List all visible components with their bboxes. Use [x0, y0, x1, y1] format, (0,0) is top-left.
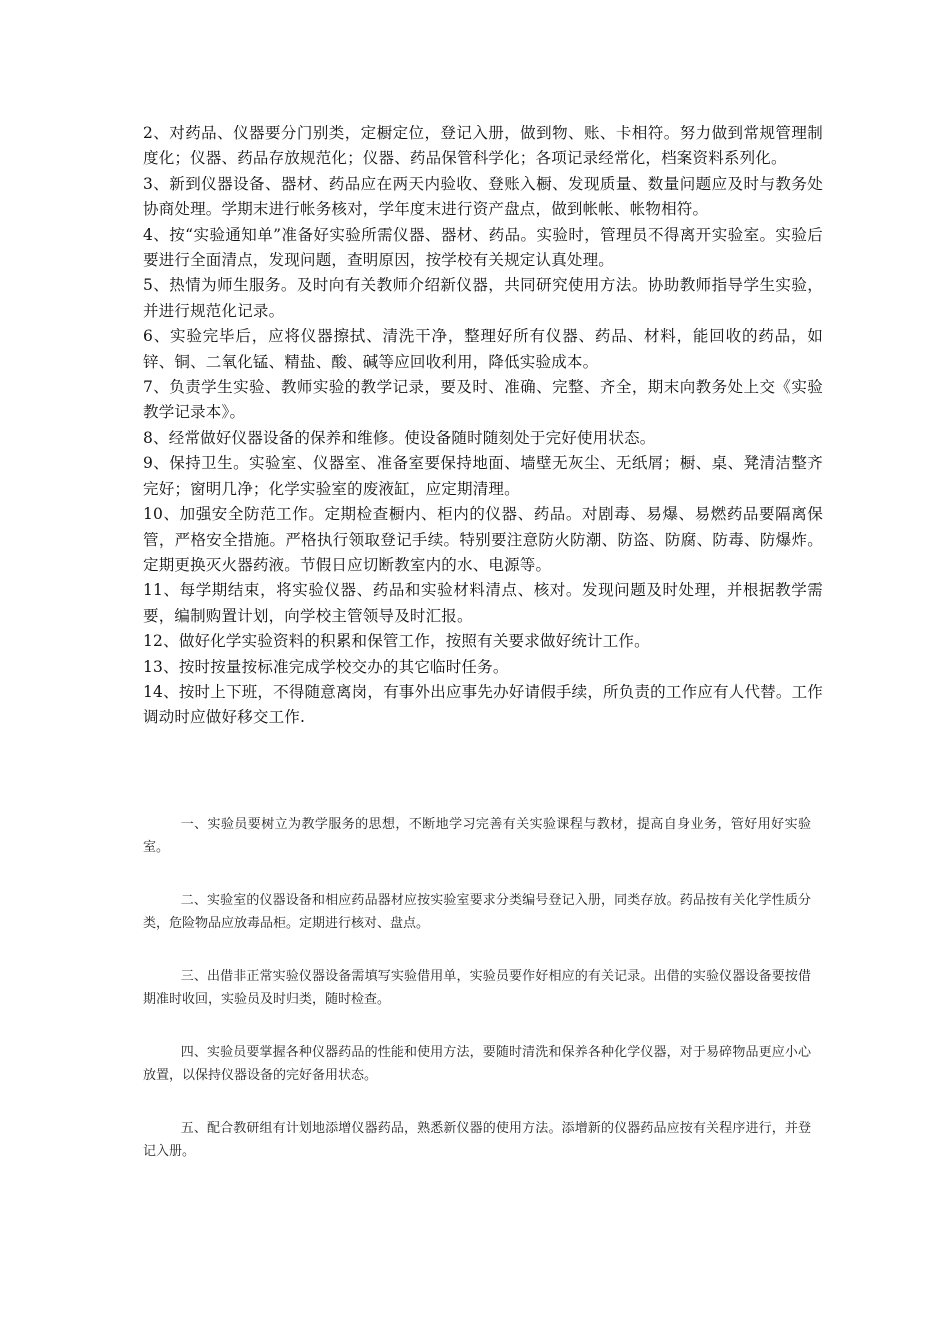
rule-item: 9、保持卫生。实验室、仪器室、准备室要保持地面、墙壁无灰尘、无纸屑；橱、桌、凳清洁整齐完好；窗明几净；化学实验室的废液缸，应定期清理。: [143, 454, 823, 498]
duty-paragraph: 一、实验员要树立为教学服务的思想，不断地学习完善有关实验课程与教材，提高自身业务，管好用好实验室。: [143, 817, 811, 855]
duty-paragraph: 五、配合教研组有计划地添增仪器药品，熟悉新仪器的使用方法。添增新的仪器药品应按有关程序进行，并登记入册。: [143, 1121, 811, 1159]
rule-item: 13、按时按量按标准完成学校交办的其它临时任务。: [143, 657, 509, 676]
rule-item: 14、按时上下班，不得随意离岗，有事外出应事先办好请假手续，所负责的工作应有人代替。工作调动时应做好移交工作.: [143, 682, 823, 727]
rule-item: 2、对药品、仪器要分门别类，定橱定位，登记入册，做到物、账、卡相符。努力做到常规管理制度化；仪器、药品存放规范化；仪器、药品保管科学化；各项记录经常化，档案资料系列化。: [143, 124, 823, 168]
rule-item: 4、按“实验通知单”准备好实验所需仪器、器材、药品。实验时，管理员不得离开实验室。实验后要进行全面清点，发现问题，查明原因，按学校有关规定认真处理。: [143, 225, 823, 270]
lab-staff-duties: [143, 813, 811, 1193]
rule-item: 7、负责学生实验、教师实验的教学记录，要及时、准确、完整、齐全，期末向教务处上交《实验教学记录本》。: [143, 378, 823, 422]
rule-item: 3、新到仪器设备、器材、药品应在两天内验收、登账入橱、发现质量、数量问题应及时与教务处协商处理。学期末进行帐务核对，学年度末进行资产盘点，做到帐帐、帐物相符。: [143, 174, 823, 219]
rule-item: 6、实验完毕后，应将仪器擦拭、清洗干净，整理好所有仪器、药品、材料，能回收的药品，如锌、铜、二氧化锰、精盐、酸、碱等应回收利用，降低实验成本。: [143, 327, 823, 371]
lab-rules-list: [143, 121, 823, 731]
duty-paragraph: 二、实验室的仪器设备和相应药品器材应按实验室要求分类编号登记入册，同类存放。药品按有关化学性质分类，危险物品应放毒品柜。定期进行核对、盘点。: [143, 893, 811, 931]
rule-item: 10、加强安全防范工作。定期检查橱内、柜内的仪器、药品。对剧毒、易爆、易燃药品要隔离保管，严格安全措施。严格执行领取登记手续。特别要注意防火防潮、防盗、防腐、防毒、防爆炸。定期更换灭火器药液。节假日应切断教室内的水、电源等。: [143, 505, 823, 574]
rule-item: 12、做好化学实验资料的积累和保管工作，按照有关要求做好统计工作。: [143, 632, 650, 651]
rule-item: 5、热情为师生服务。及时向有关教师介绍新仪器，共同研究使用方法。协助教师指导学生实验，并进行规范化记录。: [143, 276, 823, 320]
rule-item: 8、经常做好仪器设备的保养和维修。使设备随时随刻处于完好使用状态。: [143, 428, 656, 447]
duty-paragraph: 三、出借非正常实验仪器设备需填写实验借用单，实验员要作好相应的有关记录。出借的实验仪器设备要按借期准时收回，实验员及时归类，随时检查。: [143, 969, 811, 1007]
duty-paragraph: 四、实验员要掌握各种仪器药品的性能和使用方法，要随时清洗和保养各种化学仪器，对于易碎物品更应小心放置，以保持仪器设备的完好备用状态。: [143, 1045, 811, 1083]
rule-item: 11、每学期结束，将实验仪器、药品和实验材料清点、核对。发现问题及时处理，并根据教学需要，编制购置计划，向学校主管领导及时汇报。: [143, 581, 823, 625]
